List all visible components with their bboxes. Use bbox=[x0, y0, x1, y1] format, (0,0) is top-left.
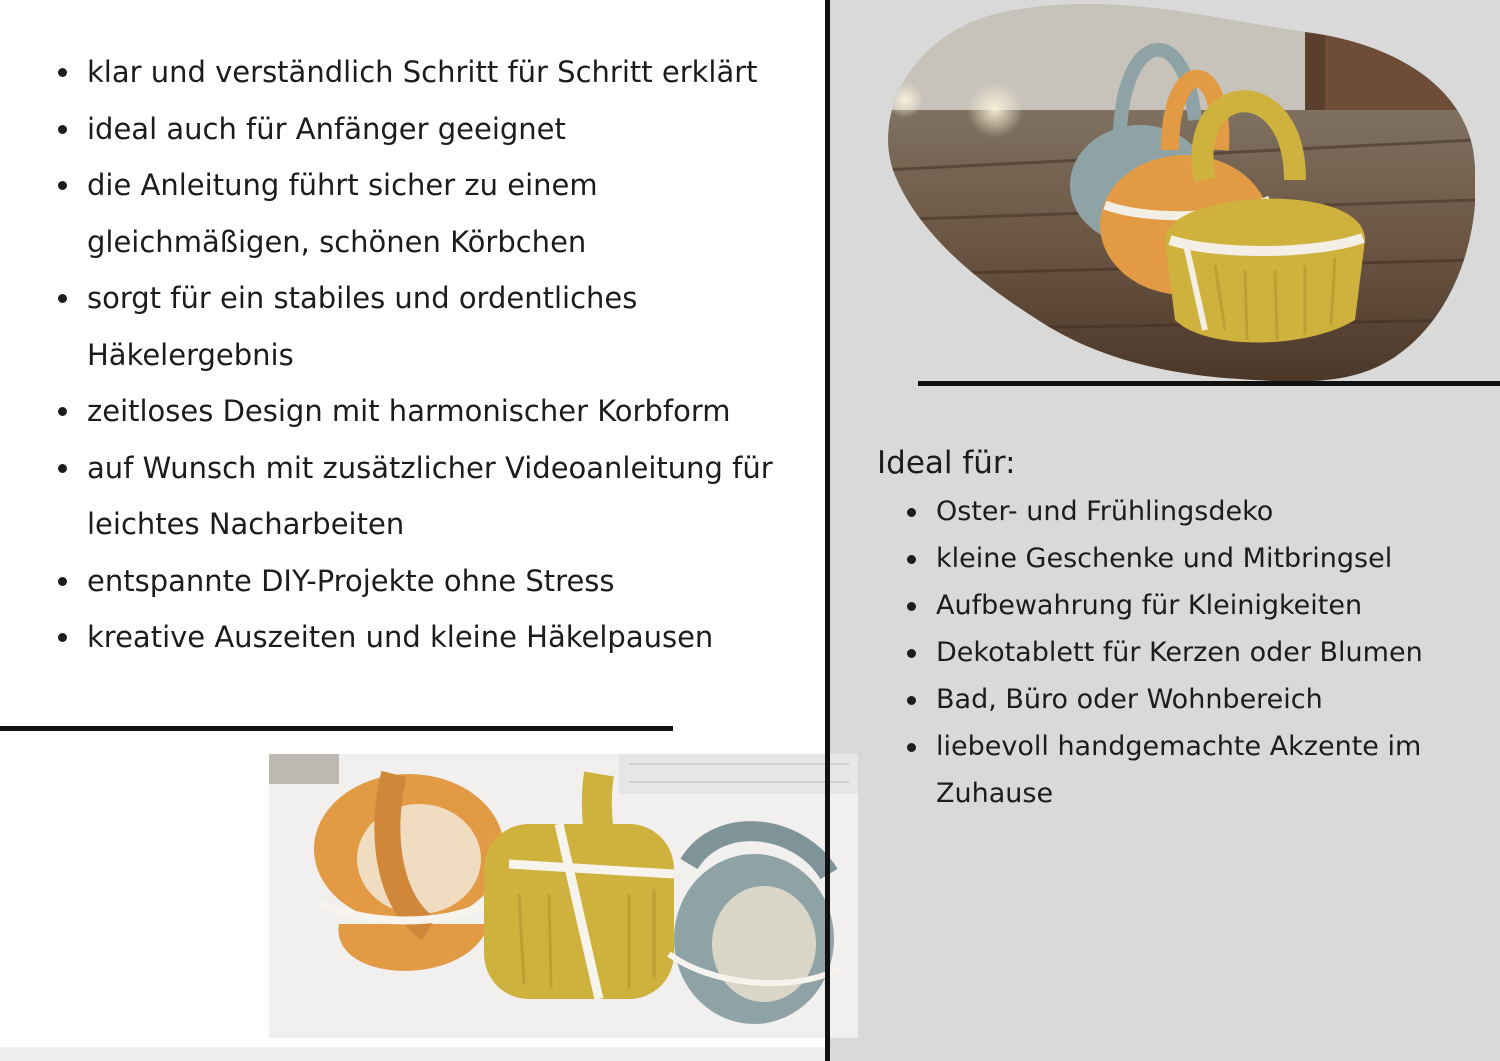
feature-item: sorgt für ein stabiles und ordentliches Häkelergebnis bbox=[56, 270, 816, 383]
ideal-item: Aufbewahrung für Kleinigkeiten bbox=[905, 582, 1465, 629]
feature-item: auf Wunsch mit zusätzlicher Videoanleitung für leichtes Nacharbeiten bbox=[56, 440, 816, 553]
horizontal-divider-right bbox=[918, 381, 1500, 386]
feature-item: klar und verständlich Schritt für Schritt erklärt bbox=[56, 44, 816, 101]
feature-item: kreative Auszeiten und kleine Häkelpausen bbox=[56, 609, 816, 666]
ideal-item: liebevoll handgemachte Akzente im Zuhause bbox=[905, 723, 1465, 817]
ideal-item: kleine Geschenke und Mitbringsel bbox=[905, 535, 1465, 582]
feature-item: zeitloses Design mit harmonischer Korbform bbox=[56, 383, 816, 440]
feature-list bbox=[56, 44, 816, 666]
ideal-for-list bbox=[905, 488, 1465, 817]
vertical-divider bbox=[825, 0, 830, 1061]
bottom-strip bbox=[0, 1047, 825, 1061]
baskets-desk-photo bbox=[269, 754, 858, 1038]
ideal-item: Bad, Büro oder Wohnbereich bbox=[905, 676, 1465, 723]
horizontal-divider-left bbox=[0, 726, 673, 731]
feature-item: entspannte DIY-Projekte ohne Stress bbox=[56, 553, 816, 610]
ideal-for-heading: Ideal für: bbox=[877, 445, 1016, 481]
ideal-item: Oster- und Frühlingsdeko bbox=[905, 488, 1465, 535]
feature-item: die Anleitung führt sicher zu einem gleichmäßigen, schönen Körbchen bbox=[56, 157, 816, 270]
baskets-table-photo bbox=[885, 0, 1475, 385]
ideal-item: Dekotablett für Kerzen oder Blumen bbox=[905, 629, 1465, 676]
feature-item: ideal auch für Anfänger geeignet bbox=[56, 101, 816, 158]
